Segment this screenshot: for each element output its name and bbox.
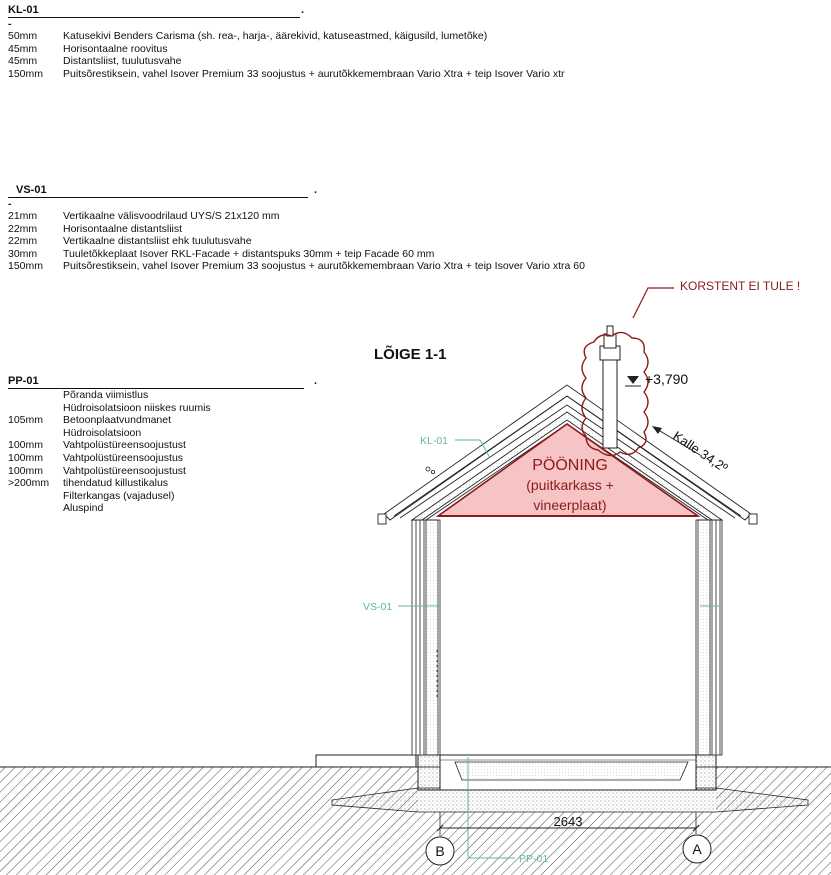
gravel-bed (332, 788, 808, 812)
spec-kl-01-code: KL-01 (8, 4, 39, 16)
attic-label-1: PÖÖNING (532, 457, 608, 474)
section-title: LÕIGE 1-1 (374, 346, 447, 363)
spec-kl-01-marker: - (8, 18, 12, 30)
dimension-value: 2643 (553, 814, 583, 829)
spec-kl-01-row: 150mm Puitsõrestiksein, vahel Isover Premium 33 soojustus + aurutõkkemembraan Vario Xtra + teip Isover Vario xtr (8, 67, 565, 80)
spec-vs-01-row: 22mm Vertikaalne distantsliist ehk tuulutusvahe (8, 235, 252, 248)
spec-pp-01-row: 105mm Betoonplaatvundmanet (8, 414, 171, 427)
spec-kl-01-end-dot: . (301, 4, 305, 16)
spec-vs-01-end-dot: . (314, 184, 318, 196)
spec-pp-01-end-dot: . (314, 375, 318, 387)
spec-pp-01-row: Aluspind (63, 502, 104, 515)
spec-pp-01-row: Põranda viimistlus (63, 389, 149, 401)
attic-label-2: (puitkarkass + (526, 477, 614, 493)
axis-a-label: A (692, 841, 702, 857)
spec-pp-01-row: 100mm Vahtpolüstüreensoojustus (8, 451, 184, 464)
wall-layer-label: VS-01 (363, 601, 393, 613)
attic-label-3: vineerplaat) (533, 497, 607, 513)
wall-right (696, 520, 722, 755)
elevation-marker (625, 376, 641, 386)
roof-layer-label: KL-01 (420, 435, 449, 447)
terrace-slab (316, 755, 416, 767)
vent-mark (426, 467, 435, 474)
spec-kl-01-row: 45mm Distantsliist, tuulutusvahe (8, 55, 182, 68)
chimney-note-leader (633, 288, 674, 318)
spec-vs-01-code: VS-01 (16, 184, 47, 196)
foundation-left (418, 755, 440, 790)
spec-pp-01-row: Hüdroisolatsioon niiskes ruumis (63, 401, 211, 414)
floor-insulation (455, 762, 688, 780)
spec-pp-01-code: PP-01 (8, 375, 39, 387)
spec-pp-01-row: 100mm Vahtpolüstüreensoojustust (8, 464, 186, 477)
spec-pp-01-row: Hüdroisolatsioon (63, 426, 142, 439)
spec-vs-01-row: 22mm Horisontaalne distantsliist (8, 222, 183, 235)
spec-pp-01-row: Filterkangas (vajadusel) (63, 489, 175, 502)
axis-b-label: B (435, 843, 445, 859)
wall-left (412, 520, 440, 755)
spec-pp-01-row: >200mm tihendatud killustikalus (8, 477, 169, 490)
slope-label: Kalle 34,2º (670, 428, 731, 476)
spec-pp-01-row: 100mm Vahtpolüstüreensoojustust (8, 439, 186, 452)
foundation-right (696, 755, 716, 790)
floor-layer-label: PP-01 (519, 853, 549, 865)
spec-vs-01-row: 150mm Puitsõrestiksein, vahel Isover Premium 33 soojustus + aurutõkkemembraan Vario Xtra + teip Isover Vario xtra 60 (8, 260, 585, 273)
spec-kl-01-row: 45mm Horisontaalne roovitus (8, 42, 168, 55)
spec-vs-01-row: 21mm Vertikaalne välisvoodrilaud UYS/S 21x120 mm (8, 210, 280, 222)
spec-kl-01-row: 50mm Katusekivi Benders Carisma (sh. rea-, harja-, äärekivid, katuseastmed, käigusild, lumetõke) (8, 30, 488, 42)
spec-vs-01-row: 30mm Tuuletõkkeplaat Isover RKL-Facade + distantspuks 30mm + teip Facade 60 mm (8, 247, 435, 260)
elevation-value: +3,790 (645, 371, 689, 387)
spec-vs-01-marker: - (8, 198, 12, 210)
chimney (600, 326, 620, 448)
chimney-note: KORSTENT EI TULE ! (680, 279, 801, 293)
